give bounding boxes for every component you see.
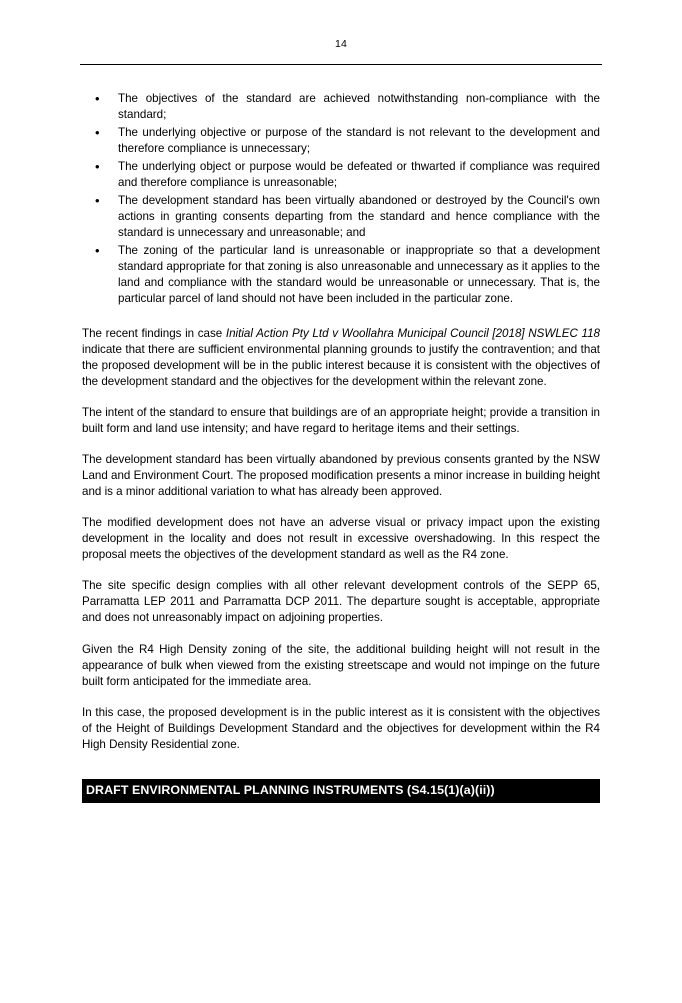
list-item bbox=[82, 91, 600, 123]
paragraph-public-interest: In this case, the proposed development is in the public interest as it is consistent with the objectives of the Height of Buildings Development Standard and the objectives for development within the R4 High Density Residential zone. bbox=[82, 705, 600, 751]
bullet-list bbox=[82, 91, 600, 307]
paragraph-text-post: indicate that there are sufficient environmental planning grounds to justify the contravention; and that the proposed development will be in the public interest because it is consistent with the objectives of the development standard and the objectives for the development within the relevant zone. bbox=[82, 342, 600, 388]
paragraph-case-findings bbox=[82, 326, 600, 390]
list-item-text: The zoning of the particular land is unreasonable or inappropriate so that a development standard appropriate for that zoning is also unreasonable and unnecessary as it applies to the land and compliance with the standard would be unreasonable or unnecessary. That is, the particular parcel of land should not have been included in the particular zone. bbox=[118, 243, 600, 305]
case-citation: Initial Action Pty Ltd v Woollahra Municipal Council [2018] NSWLEC 118 bbox=[225, 326, 600, 340]
list-item-text: The underlying objective or purpose of the standard is not relevant to the development and therefore compliance is unnecessary; bbox=[118, 125, 600, 155]
paragraph-text-pre: The recent findings in case bbox=[82, 326, 226, 340]
list-item bbox=[82, 159, 600, 191]
bullet-icon: • bbox=[95, 91, 100, 106]
page-number: 14 bbox=[334, 38, 348, 50]
list-item bbox=[82, 243, 600, 307]
list-item-text: The development standard has been virtually abandoned or destroyed by the Council's own actions in granting consents departing from the standard and hence compliance with the standard is unnecessary and unreasonable; and bbox=[118, 193, 600, 239]
paragraph-abandoned-standard: The development standard has been virtually abandoned by previous consents granted by the NSW Land and Environment Court. The proposed modification presents a minor increase in building height and is a minor additional variation to what has already been approved. bbox=[82, 453, 600, 499]
list-item-text: The underlying object or purpose would be defeated or thwarted if compliance was required and therefore compliance is unreasonable; bbox=[118, 159, 600, 189]
document-page bbox=[0, 38, 682, 1003]
list-item bbox=[82, 193, 600, 241]
paragraph-zoning-bulk: Given the R4 High Density zoning of the site, the additional building height will not result in the appearance of bulk when viewed from the existing streetscape and would not impinge on the future built form anticipated for the immediate area. bbox=[82, 642, 600, 688]
header-divider bbox=[80, 64, 602, 65]
list-item-text: The objectives of the standard are achieved notwithstanding non-compliance with the standard; bbox=[118, 92, 600, 121]
paragraph-visual-privacy-impact: The modified development does not have an adverse visual or privacy impact upon the existing development in the locality and does not result in excessive overshadowing. In this respect the proposal meets the objectives of the development standard as well as the R4 zone. bbox=[82, 516, 600, 562]
section-heading-banner: DRAFT ENVIRONMENTAL PLANNING INSTRUMENTS (S4.15(1)(a)(ii)) bbox=[82, 779, 600, 804]
bullet-icon: • bbox=[95, 124, 100, 140]
bullet-icon: • bbox=[95, 242, 100, 258]
paragraph-design-compliance: The site specific design complies with all other relevant development controls of the SEPP 65, Parramatta LEP 2011 and Parramatta DCP 2011. The departure sought is acceptable, appropriate and does not unreasonably impact on adjoining properties. bbox=[82, 579, 600, 625]
bullet-icon: • bbox=[95, 158, 100, 174]
page-content bbox=[0, 91, 682, 803]
paragraph-intent-of-standard: The intent of the standard to ensure that buildings are of an appropriate height; provide a transition in built form and land use intensity; and have regard to heritage items and their settings. bbox=[82, 405, 600, 436]
list-item bbox=[82, 125, 600, 157]
bullet-icon: • bbox=[95, 192, 100, 208]
